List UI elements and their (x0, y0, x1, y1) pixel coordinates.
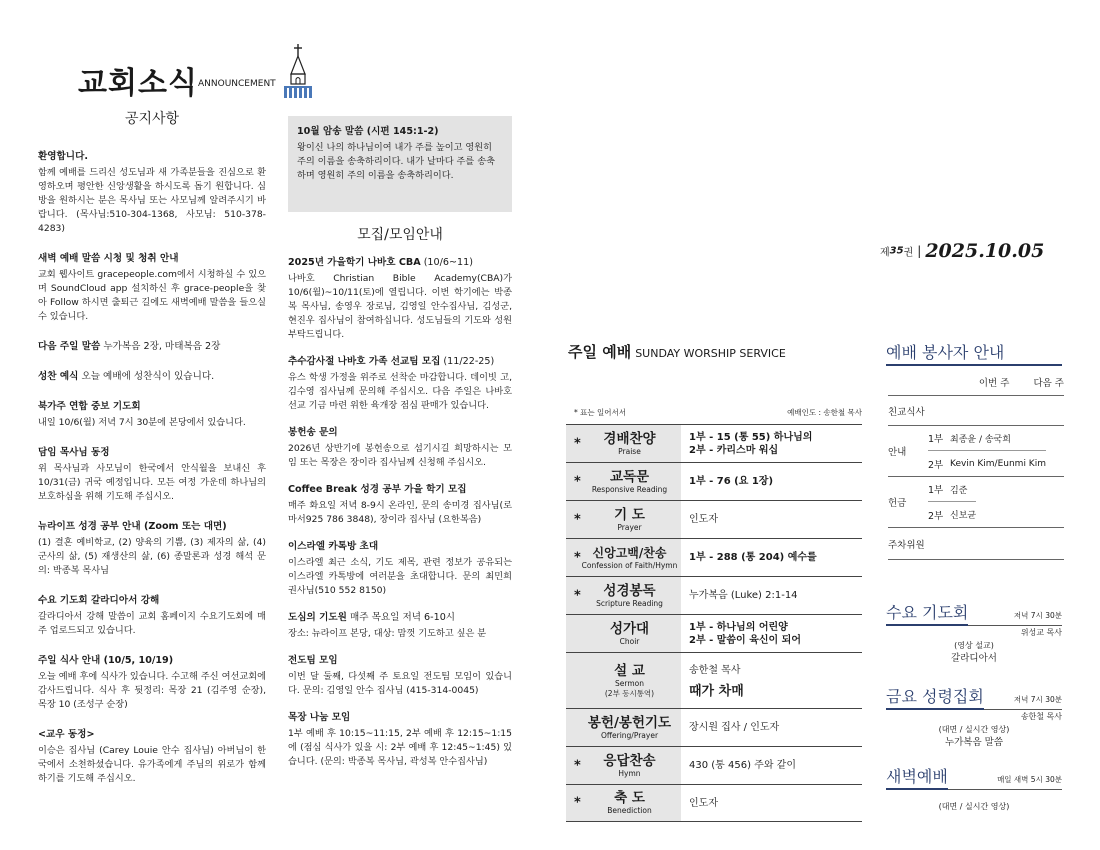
recruit-item: 2025년 가을학기 나바호 CBA (10/6~11) 나바호 Christian Bible Academy(CBA)가 10/6(월)~10/11(토)에 열립니다. 이번 학기에는 박종복 목사님, 송영우 장로님, 김영일 안수집사님, 김성군, 현진우 집사님이 참여하십니다. 성도님들의 기도와 성원 부탁드립니다. (288, 257, 512, 340)
service-row-sermon: 설 교 Sermon (2부 동시통역) 송한철 목사 때가 차매 (566, 652, 862, 708)
memory-verse-text: 왕이신 나의 하나님이여 내가 주를 높이고 영원히 주의 이름을 송축하리이다. 내가 날마다 주를 송축하며 영원히 주의 이름을 송축하리이다. (297, 142, 495, 181)
memory-verse-box (288, 116, 512, 212)
service-row: 봉헌/봉헌기도 Offering/Prayer 장시원 집사 / 인도자 (566, 708, 862, 746)
page-subtitle: ANNOUNCEMENT (198, 79, 276, 89)
recruit-item: 목장 나눔 모임 1부 예배 후 10:15~11:15, 2부 예배 후 12:15~1:15에 (점심 식사가 있을 시: 2부 예배 후 12:45~1:45) 있습니다. (문의: 박종복 목사님, 곽성복 안수집사님) (288, 712, 512, 767)
notice-item: 주일 식사 안내 (10/5, 10/19) 오늘 예배 후에 식사가 있습니다. 수고해 주신 여선교회에 감사드립니다. 식사 후 뒷정리: 목장 21 (김주영 순장), 목장 10 (조성구 순장) (38, 655, 266, 710)
church-icon (282, 44, 314, 100)
notice-item: 성찬 예식 오늘 예배에 성찬식이 있습니다. (38, 371, 215, 382)
friday-meeting: 금요 성령집회 저녁 7시 30분 송한철 목사 (대면 / 실시간 영상) 누가복음 말씀 (886, 684, 1062, 749)
recruit-item: 이스라엘 카톡방 초대 이스라엘 최근 소식, 기도 제목, 관련 정보가 공유되는 이스라엘 카톡방에 여러분을 초대합니다. 문의 최민희 권사님(510 552 8150) (288, 541, 512, 596)
service-row: 성가대 Choir 1부 - 하나님의 어린양 2부 - 말씀이 육신이 되어 (566, 614, 862, 652)
volunteers-heading: 예배 봉사자 안내 (886, 343, 1005, 362)
recruit-item: 추수감사절 나바호 가족 선교팀 모집 (11/22-25) 유스 학생 가정을 위주로 선착순 마감합니다. 데이빗 고, 김수영 집사님께 문의해 주십시오. 다음 주일은 나바호 선교 기금 마련 위한 육개장 점심 판매가 있습니다. (288, 356, 512, 411)
service-row: * 성경봉독 Scripture Reading 누가복음 (Luke) 2:1-14 (566, 576, 862, 614)
service-row: * 축 도 Benediction 인도자 (566, 784, 862, 822)
notice-item: 담임 목사님 동정 위 목사님과 사모님이 한국에서 안식월을 보내신 후 10/31(금) 귀국 예정입니다. 모든 여정 가운데 하나님의 보호하심을 위해 기도해 주십시오. (38, 447, 266, 502)
notice-item: 다음 주일 말씀 누가복음 2장, 마태복음 2장 (38, 341, 221, 352)
service-order-table (566, 424, 862, 822)
sermon-title: 때가 차매 (689, 683, 744, 699)
notice-item: 환영합니다. 함께 예배를 드리신 성도님과 새 가족분들을 진심으로 환영하오며 평안한 신앙생활을 하시도록 돕기 원합니다. 심방을 원하시는 분은 목사님 또는 사모님께 알려주시기 바랍니다. (목사님:510-304-1368, 사모님: 510-378-4283) (38, 151, 266, 234)
service-heading: 주일 예배 SUNDAY WORSHIP SERVICE (568, 343, 786, 361)
recruit-item: 전도팀 모임 이번 달 둘째, 다섯째 주 토요일 전도팀 모임이 있습니다. 문의: 김영일 안수 집사님 (415-314-0045) (288, 655, 512, 696)
notices-column (38, 108, 266, 802)
recruit-heading: 모집/모임안내 (357, 227, 443, 243)
service-row: * 신앙고백/찬송 Confession of Faith/Hymn 1부 - 288 (통 204) 예수를 (566, 538, 862, 576)
recruit-item: 봉헌송 문의 2026년 상반기에 봉헌송으로 섬기시길 희망하시는 모임 또는 목장은 장이라 집사님께 신청해 주십시오. (288, 427, 512, 468)
volunteers-divider (886, 364, 1062, 366)
service-row: * 경배찬양 Praise 1부 - 15 (통 55) 하나님의 2부 - 카리스마 워십 (566, 424, 862, 462)
service-row: * 교독문 Responsive Reading 1부 - 76 (요 1장) (566, 462, 862, 500)
volunteer-row: 안내 1부 최종윤 / 송국희 2부 Kevin Kim/Eunmi Kim (888, 426, 1064, 477)
issue-info: 제35권 | 2025.10.05 (880, 240, 1045, 262)
page-title: 교회소식 (78, 66, 198, 101)
notice-item: 뉴라이프 성경 공부 안내 (Zoom 또는 대면) (1) 결혼 예비학교, (2) 양육의 기쁨, (3) 제자의 삶, (4) 군사의 삶, (5) 재생산의 삶, (6) 종말론과 성경 해석 문의: 박종복 목사님 (38, 521, 266, 576)
issue-date: 2025.10.05 (925, 240, 1045, 262)
service-note: * 표는 일어서서 예배인도 : 송한철 목사 (574, 408, 862, 417)
bulletin-header (78, 44, 328, 100)
recruit-item: Coffee Break 성경 공부 가을 학기 모집 매주 화요일 저녁 8-9시 온라인, 문의 송미경 집사님(로마서925 786 3848), 장이라 집사님 (요한복음) (288, 484, 512, 525)
recruit-item: 도심의 기도원 매주 목요일 저녁 6-10시 장소: 뉴라이프 본당, 대상: 맘껏 기도하고 싶은 분 (288, 612, 487, 639)
notice-item: <교우 동정> 이승은 집사님 (Carey Louie 안수 집사님) 아버님이 한국에서 소천하셨습니다. 유가족에게 주님의 위로가 함께 하기를 기도해 주십시오. (38, 729, 266, 784)
notices-heading: 공지사항 (124, 111, 180, 127)
dawn-service: 새벽예배 매일 새벽 5시 30분 (대면 / 실시간 영상) (886, 764, 1062, 813)
recruit-column (288, 116, 512, 782)
service-row: * 응답찬송 Hymn 430 (통 456) 주와 같이 (566, 746, 862, 784)
volunteer-row: 헌금 1부 김준 2부 신보균 (888, 477, 1064, 528)
volunteer-row: 친교식사 (888, 396, 1064, 426)
volunteer-row: 주차위원 (888, 528, 1064, 560)
service-row: * 기 도 Prayer 인도자 (566, 500, 862, 538)
notice-item: 북가주 연합 중보 기도회 내일 10/6(월) 저녁 7시 30분에 본당에서 있습니다. (38, 401, 246, 428)
memory-verse-title: 10월 암송 말씀 (시편 145:1-2) (297, 126, 439, 137)
notice-item: 새벽 예배 말씀 시청 및 청취 안내 교회 웹사이트 gracepeople.com에서 시청하실 수 있으며 SoundCloud app 설치하신 후 grace-people을 찾아 Follow 하시면 출퇴근 길에도 새벽예배 말씀을 들으실 수 있습니다. (38, 253, 266, 322)
wednesday-prayer: 수요 기도회 저녁 7시 30분 위성교 목사 (영상 설교) 갈라디아서 (886, 600, 1062, 665)
volunteers-table: 이번 주 다음 주 친교식사 안내 1부 최종윤 / 송국희 2부 Kevin Kim/Eunmi Kim 헌금 1부 김준 2부 신보균 주차위원 (888, 368, 1064, 560)
notice-item: 수요 기도회 갈라디아서 강해 갈라디아서 강해 말씀이 교회 홈페이지 수요기도회에 매주 업로드되고 있습니다. (38, 595, 266, 636)
